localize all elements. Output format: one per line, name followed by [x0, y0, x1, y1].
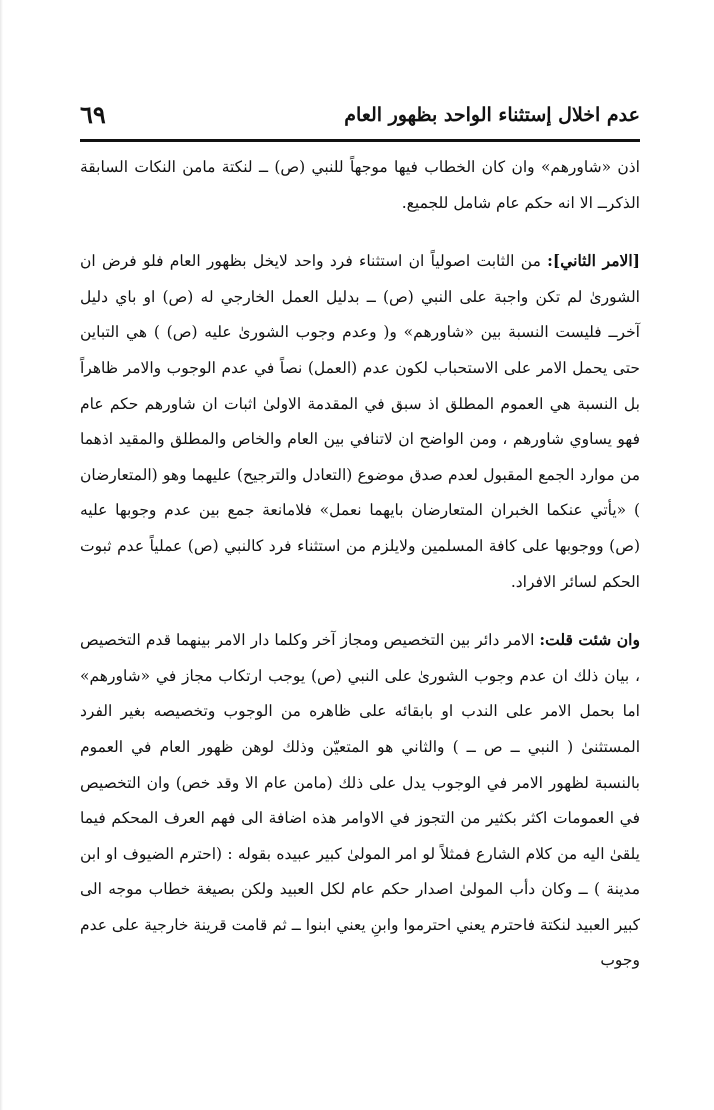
paragraph-2-lead: [الامر الثاني]:: [547, 251, 640, 271]
paragraph-3-lead: وان شئت قلت:: [539, 630, 640, 650]
paragraph-2-text: من الثابت اصولياً ان استثناء فرد واحد لايخل بظهور العام فلو فرض ان الشورىٰ لم تكن واجبة على النبي (ص) ــ بدليل العمل الخارجي له (ص) او باي دليل آخرــ فليست النسبة بين «شاورهم» و( وعدم وجوب الشورىٰ عليه (ص) ) هي التباين حتى يحمل الامر على الاستحباب لكون عدم (العمل) نصاً في عدم الوجوب والامر ظاهراً بل النسبة هي العموم المطلق اذ سبق في المقدمة الاولىٰ اثبات ان شاورهم حكم عام فهو يساوي شاورهم ، ومن الواضح ان لاتنافي بين العام والخاص والمطلق والمقيد اذهما من موارد الجمع المقبول لعدم صدق موضوع (التعادل والترجيح) عليهما وهو (المتعارضان ) «يأتي عنكما الخبران المتعارضان بايهما نعمل» فلامانعة جمع بين عدم وجوبها عليه (ص) ووجوبها على كافة المسلمين ولايلزم من استثناء فرد كالنبي (ص) عملياً عدم ثبوت الحكم لسائر الافراد.: [80, 252, 640, 591]
paragraph-1: [80, 150, 640, 221]
page-header: [80, 96, 640, 136]
page-edge-shadow: [0, 0, 3, 1110]
body-text: [80, 150, 640, 979]
paragraph-3-text: الامر دائر بين التخصيص ومجاز آخر وكلما دار الامر بينهما قدم التخصيص ، بيان ذلك ان عدم وجوب الشورىٰ على النبي (ص) يوجب ارتكاب مجاز في «شاورهم» اما بحمل الامر على الندب او بابقائه على ظاهره من الوجوب وتخصيصه بغير الفرد المستثنىٰ ( النبي ــ ص ــ ) والثاني هو المتعيّن وذلك لوهن ظهور العام في العموم بالنسبة لظهور الامر في الوجوب يدل على ذلك (مامن عام الا وقد خص) وان التخصيص في العمومات اكثر بكثير من التجوز في الاوامر هذه اضافة الى فهم العرف المحكم فيما يلقىٰ اليه من كلام الشارع فمثلاً لو امر المولىٰ كبير عبيده بقوله : (احترم الضيوف او ابن مدينة ) ــ وكان دأب المولىٰ اصدار حكم عام لكل العبيد ولكن بصيغة خطاب موجه الى كبير العبيد لنكتة فاحترم يعني احترموا وابنِ يعني ابنوا ــ ثم قامت قرينة خارجية على عدم وجوب: [80, 631, 640, 970]
running-title: عدم اخلال إستثناء الواحد بظهور العام: [344, 104, 640, 126]
page-number: ٦٩: [80, 100, 106, 129]
header-rule: [80, 139, 640, 142]
paragraph-3: [80, 622, 640, 979]
paragraph-2: [80, 243, 640, 600]
paragraph-1-text: اذن «شاورهم» وان كان الخطاب فيها موجهاً للنبي (ص) ــ لنكتة مامن النكات السابقة الذكرــ الا انه حكم عام شامل للجميع.: [80, 158, 640, 212]
